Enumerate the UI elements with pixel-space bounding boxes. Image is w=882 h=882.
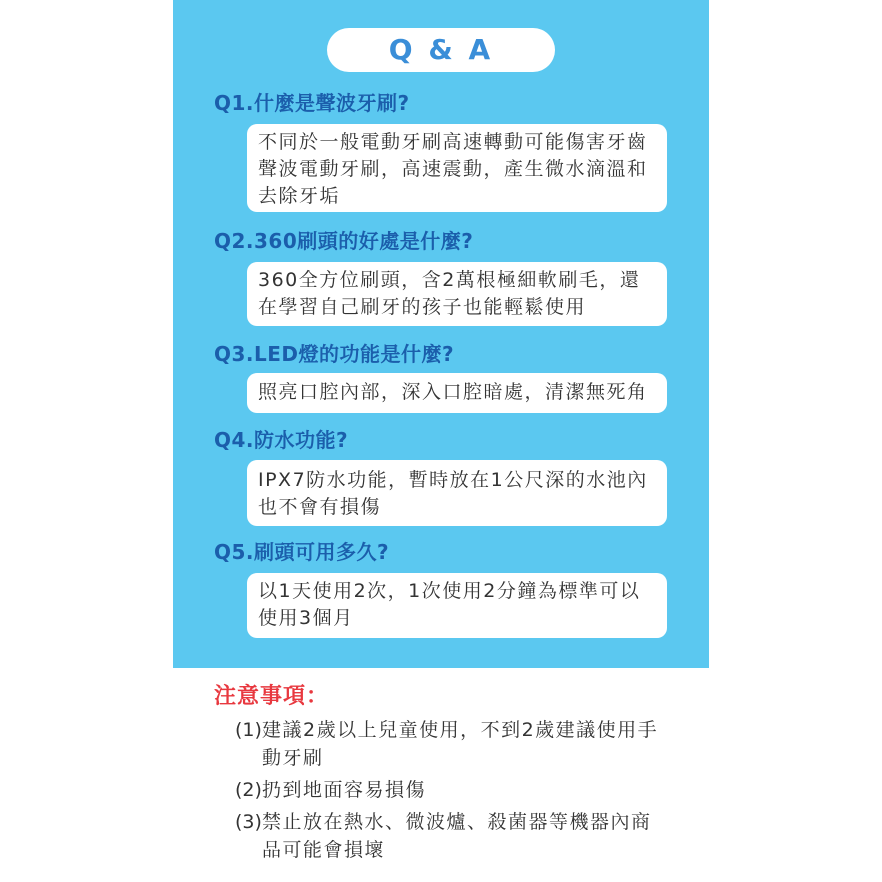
answer-box-4 xyxy=(247,460,667,526)
notes-item-1 xyxy=(235,716,795,772)
answer-line: 360全方位刷頭，含2萬根極細軟刷毛，還 xyxy=(258,269,641,291)
answer-box-3 xyxy=(247,373,667,413)
notes-item-line: 禁止放在熱水、微波爐、殺菌器等機器內商 xyxy=(262,811,652,833)
question-5: Q5.刷頭可用多久? xyxy=(214,540,390,564)
notes-title: 注意事項： xyxy=(214,684,330,709)
notes-item-3 xyxy=(235,808,795,864)
answer-line: 照亮口腔內部，深入口腔暗處，清潔無死角 xyxy=(258,381,648,403)
notes-item-marker: (3) xyxy=(235,811,262,833)
notes-item-2 xyxy=(235,776,795,804)
question-4: Q4.防水功能? xyxy=(214,428,349,452)
answer-line: 不同於一般電動牙刷高速轉動可能傷害牙齒 xyxy=(258,131,648,153)
answer-box-5 xyxy=(247,573,667,638)
notes-item-line: 扔到地面容易損傷 xyxy=(262,779,427,801)
question-3: Q3.LED燈的功能是什麼? xyxy=(214,342,455,366)
answer-box-2 xyxy=(247,262,667,326)
answer-line: 去除牙垢 xyxy=(258,185,341,207)
notes-item-text xyxy=(262,716,658,772)
notes-item-line: 建議2歲以上兒童使用，不到2歲建議使用手 xyxy=(262,719,659,741)
notes-item-text xyxy=(262,776,426,804)
notes-item-line: 動牙刷 xyxy=(262,747,324,769)
answer-box-1 xyxy=(247,124,667,212)
answer-line: 在學習自己刷牙的孩子也能輕鬆使用 xyxy=(258,296,587,318)
notes-list xyxy=(235,716,795,868)
notes-item-line: 品可能會損壞 xyxy=(262,839,386,861)
notes-item-marker: (1) xyxy=(235,719,262,741)
question-2: Q2.360刷頭的好處是什麼? xyxy=(214,229,474,253)
answer-line: 使用3個月 xyxy=(258,607,354,629)
notes-item-marker: (2) xyxy=(235,779,262,801)
answer-line: 也不會有損傷 xyxy=(258,496,382,518)
question-1: Q1.什麼是聲波牙刷? xyxy=(214,91,410,115)
answer-line: 以1天使用2次，1次使用2分鐘為標準可以 xyxy=(258,580,641,602)
answer-line: 聲波電動牙刷，高速震動，產生微水滴溫和 xyxy=(258,158,648,180)
qa-title-badge xyxy=(327,28,555,72)
notes-item-text xyxy=(262,808,652,864)
answer-line: IPX7防水功能，暫時放在1公尺深的水池內 xyxy=(258,469,648,491)
qa-title: Q & A xyxy=(388,33,494,66)
